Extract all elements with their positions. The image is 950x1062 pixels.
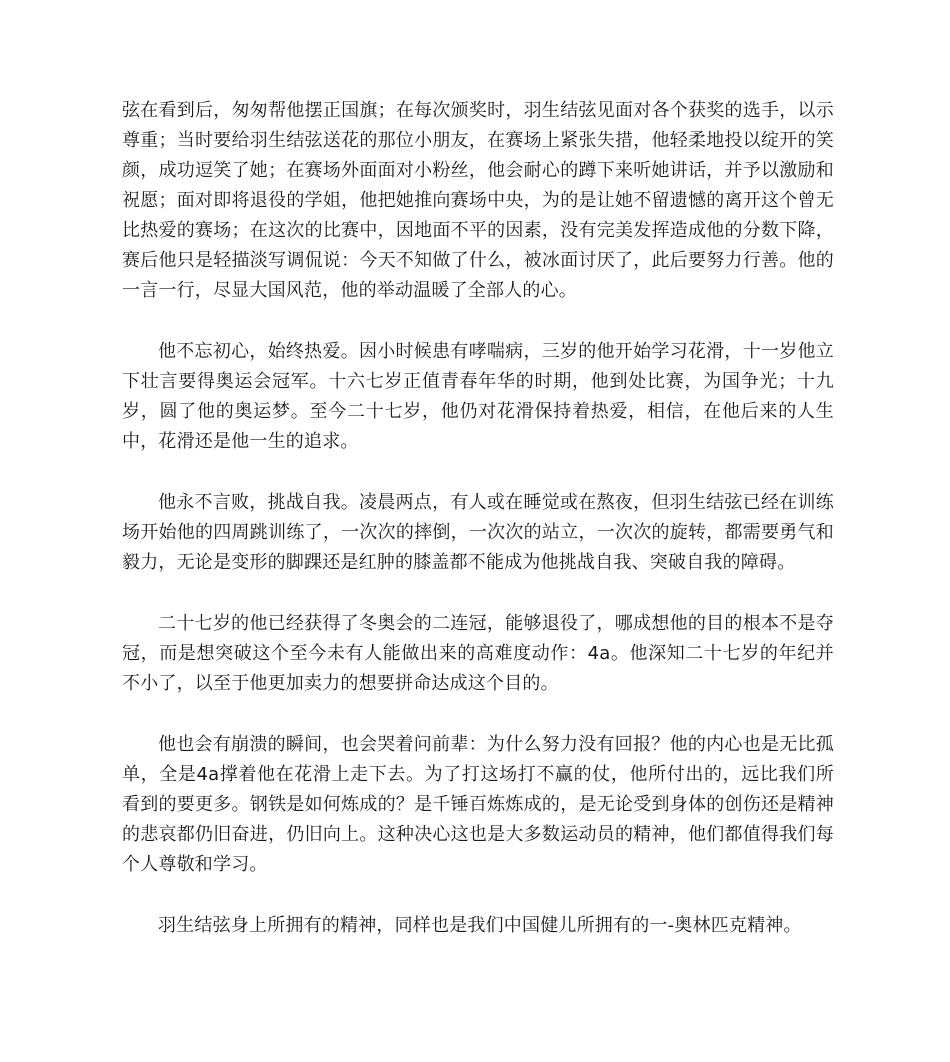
paragraph-olympic-spirit: 羽生结弦身上所拥有的精神，同样也是我们中国健儿所拥有的一-奥林匹克精神。 xyxy=(158,915,802,936)
paragraph-initial-aspiration: 他不忘初心，始终热爱。因小时候患有哮喘病，三岁的他开始学习花滑，十一岁他立下壮言要得奥运会冠军。十六七岁正值青春年华的时期，他到处比赛，为国争光；十九岁，圆了他的奥运梦。至今二十七岁，他仍对花滑保持着热爱，相信，在他后来的人生中，花滑还是他一生的追求。 xyxy=(122,341,834,452)
paragraph-self-challenge: 他永不言败，挑战自我。凌晨两点，有人或在睡觉或在熬夜，但羽生结弦已经在训练场开始他的四周跳训练了，一次次的摔倒，一次次的站立，一次次的旋转，都需要勇气和毅力，无论是变形的脚踝还是红肿的膝盖都不能成为他挑战自我、突破自我的障碍。 xyxy=(122,492,834,573)
paragraph-breakdown-moment: 他也会有崩溃的瞬间，也会哭着问前辈：为什么努力没有回报？他的内心也是无比孤单，全是4a撑着他在花滑上走下去。为了打这场打不赢的仗，他所付出的，远比我们所看到的要更多。钢铁是如何炼成的？是千锤百炼炼成的，是无论受到身体的创伤还是精神的悲哀都仍旧奋进，仍旧向上。这种决心这也是大多数运动员的精神，他们都值得我们每个人尊敬和学习。 xyxy=(122,734,834,875)
paragraph-4a-goal: 二十七岁的他已经获得了冬奥会的二连冠，能够退役了，哪成想他的目的根本不是夺冠，而是想突破这个至今未有人能做出来的高难度动作：4a。他深知二十七岁的年纪并不小了，以至于他更加卖力的想要拼命达成这个目的。 xyxy=(122,613,834,694)
paragraph-continuation: 弦在看到后，匆匆帮他摆正国旗；在每次颁奖时，羽生结弦见面对各个获奖的选手，以示尊重；当时要给羽生结弦送花的那位小朋友，在赛场上紧张失措，他轻柔地投以绽开的笑颜，成功逗笑了她；在赛场外面面对小粉丝，他会耐心的蹲下来听她讲话，并予以激励和祝愿；面对即将退役的学姐，他把她推向赛场中央，为的是让她不留遗憾的离开这个曾无比热爱的赛场；在这次的比赛中，因地面不平的因素，没有完美发挥造成他的分数下降，赛后他只是轻描淡写调侃说：今天不知做了什么，被冰面讨厌了，此后要努力行善。他的一言一行，尽显大国风范，他的举动温暖了全部人的心。 xyxy=(122,100,834,301)
document-body xyxy=(122,96,834,941)
